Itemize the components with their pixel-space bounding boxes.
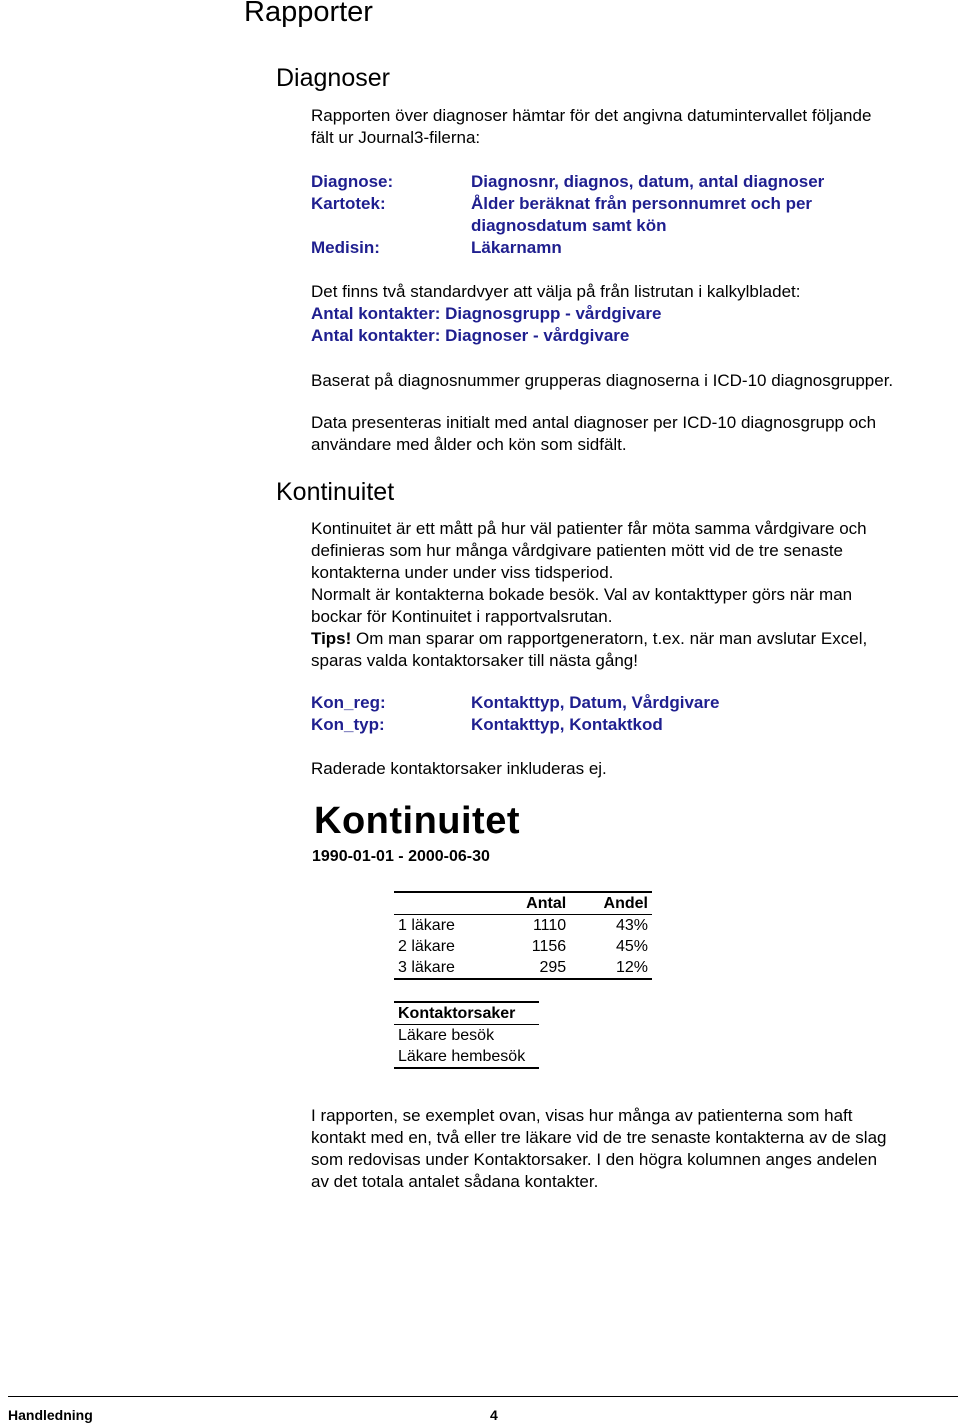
table-header-blank	[394, 892, 495, 915]
row-andel: 45%	[615, 938, 648, 955]
field-value-kon-typ: Kontakttyp, Kontaktkod	[471, 715, 663, 734]
kontaktorsak: Läkare hembesök	[398, 1048, 526, 1065]
row-antal: 1156	[531, 938, 567, 955]
field-label-kon-typ: Kon_typ:	[311, 715, 385, 734]
row-label: 2 läkare	[398, 938, 455, 955]
tips-label: Tips!	[311, 629, 352, 648]
view-option: Antal kontakter: Diagnoser - vårdgivare	[311, 326, 630, 345]
text-line: Data presenteras initialt med antal diagnoser per ICD-10 diagnosgrupp och	[311, 413, 877, 432]
field-label-diagnose: Diagnose:	[311, 172, 394, 191]
section-heading-diagnoser: Diagnoser	[276, 64, 390, 92]
kontaktorsaker-header: Kontaktorsaker	[398, 1005, 516, 1022]
text-line: Rapporten över diagnoser hämtar för det angivna datumintervallet följande	[311, 106, 872, 125]
field-value-diagnose: Diagnosnr, diagnos, datum, antal diagnoser	[471, 172, 825, 191]
row-antal: 1110	[532, 917, 567, 934]
section-heading-kontinuitet: Kontinuitet	[276, 478, 395, 506]
kontaktorsak: Läkare besök	[398, 1027, 495, 1044]
report-table	[394, 891, 652, 980]
field-label-kartotek: Kartotek:	[311, 194, 386, 213]
tips-line	[311, 628, 867, 650]
table-header-antal: Antal	[526, 895, 567, 912]
text-line: kontakt med en, två eller tre läkare vid de tre senaste kontakterna av de slag	[311, 1128, 887, 1147]
kontaktorsaker-table	[394, 1001, 539, 1069]
text-line: bockar för Kontinuitet i rapportvalsrutan.	[311, 607, 613, 626]
view-option: Antal kontakter: Diagnosgrupp - vårdgivare	[311, 304, 662, 323]
views-block	[311, 281, 800, 347]
table-header-row	[394, 892, 652, 915]
page-title: Rapporter	[244, 0, 373, 28]
note-text: Raderade kontaktorsaker inkluderas ej.	[311, 759, 607, 778]
text-line: sparas valda kontaktorsaker till nästa gång!	[311, 651, 638, 670]
row-label: 3 läkare	[398, 959, 455, 976]
text-line: I rapporten, se exemplet ovan, visas hur många av patienterna som haft	[311, 1106, 853, 1125]
report-title: Kontinuitet	[314, 800, 521, 842]
field-label-medisin: Medisin:	[311, 238, 380, 257]
field-value-kon-reg: Kontakttyp, Datum, Vårdgivare	[471, 693, 720, 712]
field-value-medisin: Läkarnamn	[471, 238, 562, 257]
text-line: av det totala antalet sådana kontakter.	[311, 1172, 599, 1191]
row-andel: 43%	[615, 917, 648, 934]
table-row	[394, 936, 652, 957]
text-line: fält ur Journal3-filerna:	[311, 128, 481, 147]
page-number: 4	[490, 1407, 498, 1423]
text-line: som redovisas under Kontaktorsaker. I den högra kolumnen anges andelen	[311, 1150, 878, 1169]
text-line: användare med ålder och kön som sidfält.	[311, 435, 627, 454]
text-line: Kontinuitet är ett mått på hur väl patienter får möta samma vårdgivare och	[311, 519, 867, 538]
table-row	[394, 957, 652, 979]
text-line: Det finns två standardvyer att välja på från listrutan i kalkylbladet:	[311, 282, 801, 301]
table-header-andel: Andel	[603, 895, 648, 912]
table-row	[394, 1046, 539, 1068]
table-header-row	[394, 1002, 539, 1025]
diagnoser-intro	[311, 105, 871, 149]
grouping-text: Baserat på diagnosnummer grupperas diagnoserna i ICD-10 diagnosgrupper.	[311, 371, 894, 390]
field-label-kon-reg: Kon_reg:	[311, 693, 386, 712]
text-line: definieras som hur många vårdgivare patienten mött vid de tre senaste	[311, 541, 844, 560]
report-date-range: 1990-01-01 - 2000-06-30	[312, 848, 490, 865]
row-antal: 295	[539, 959, 567, 976]
footer-label: Handledning	[8, 1407, 93, 1423]
kontinuitet-p1	[311, 518, 867, 672]
tips-text: Om man sparar om rapportgeneratorn, t.ex. när man avslutar Excel,	[351, 629, 868, 648]
table-row	[394, 915, 652, 937]
text-line: diagnosdatum samt kön	[471, 216, 667, 235]
presentation-text	[311, 412, 876, 456]
row-label: 1 läkare	[398, 917, 455, 934]
text-line: Normalt är kontakterna bokade besök. Val av kontakttyper görs när man	[311, 585, 853, 604]
footer-divider	[8, 1396, 958, 1397]
field-value-kartotek	[471, 193, 812, 237]
text-line: Ålder beräknat från personnumret och per	[471, 194, 813, 213]
row-andel: 12%	[615, 959, 648, 976]
text-line: kontakterna under under viss tidsperiod.	[311, 563, 614, 582]
table-row	[394, 1025, 539, 1047]
explanation-text	[311, 1105, 887, 1193]
